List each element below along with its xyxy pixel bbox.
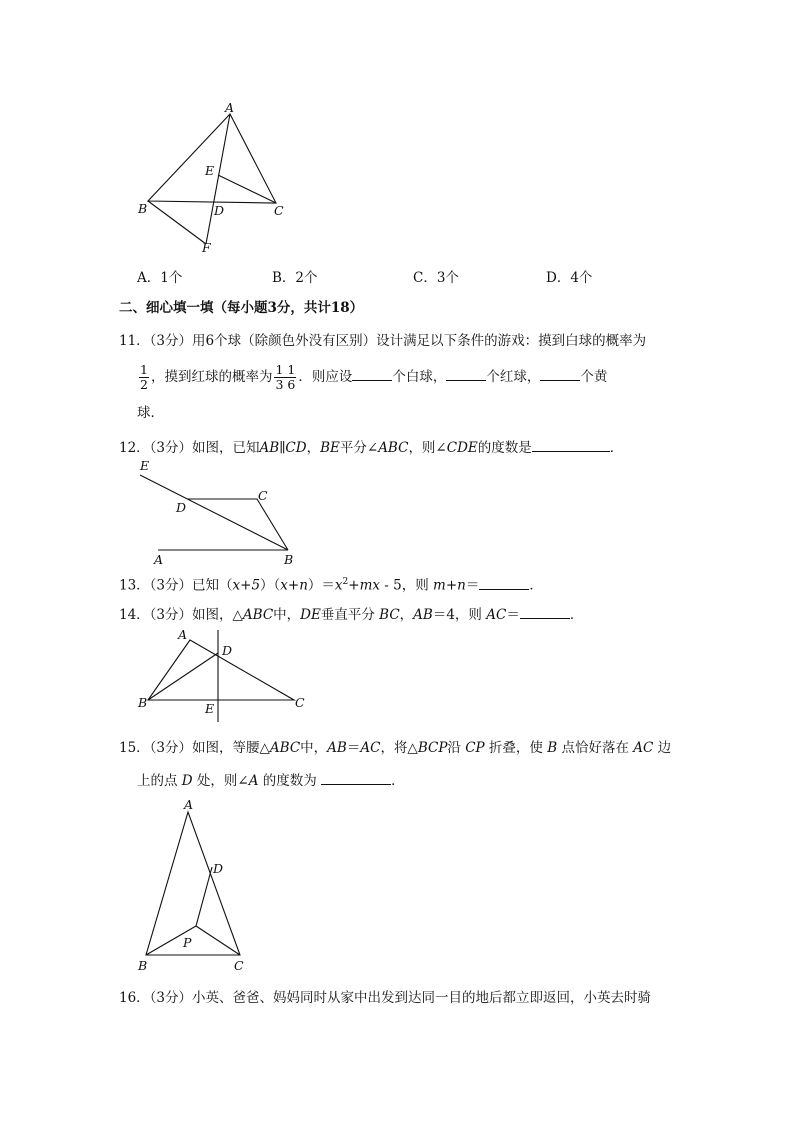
q15-line2: 上的点 D 处，则∠A 的度数为 ．: [137, 770, 405, 791]
label-a: A: [225, 100, 235, 115]
label-b: B: [138, 958, 148, 973]
line-ec: [218, 175, 276, 203]
q11-text-3: ．则应设: [298, 369, 353, 385]
q11-blank-white[interactable]: [352, 366, 392, 381]
q14-answer-blank[interactable]: [520, 604, 570, 619]
label-d: D: [222, 643, 233, 658]
q11-text-1: 用6个球（除颜色外没有区别）设计满足以下条件的游戏：摸到白球的概率为: [192, 333, 647, 349]
option-b: B．2个: [272, 270, 318, 286]
figure-triangle-abc-ef: [130, 100, 300, 260]
line-pc: [196, 926, 240, 955]
q11-blank-yellow[interactable]: [540, 366, 580, 381]
option-d: D．4个: [546, 270, 593, 286]
label-c: C: [258, 488, 268, 503]
q11-text-5: 个红球，: [486, 369, 541, 385]
label-a: A: [178, 627, 188, 642]
option-a: A．1个: [137, 270, 183, 286]
label-a: A: [154, 552, 164, 567]
figure-q15: [130, 795, 260, 975]
label-c: C: [274, 203, 284, 218]
q16-line: 16．（3分）小英、爸爸、妈妈同时从家中出发到达同一目的地后都立即返回，小英去时骑: [119, 990, 652, 1006]
label-d: D: [176, 500, 187, 515]
q11-fraction-white: $\frac{1}{2}$: [140, 362, 148, 392]
section-heading: 二、细心填一填（每小题3分，共计18）: [119, 300, 364, 316]
triangle-abc: [146, 812, 240, 955]
q11-text-6: 个黄: [580, 369, 608, 385]
label-c: C: [295, 695, 305, 710]
label-c: C: [234, 958, 244, 973]
line-bpd: [146, 867, 212, 955]
q12-answer-blank[interactable]: [532, 437, 610, 452]
triangle-abc: [148, 114, 276, 203]
q11-line1: [119, 331, 646, 351]
line-bd: [148, 653, 218, 700]
label-b: B: [138, 201, 148, 216]
label-b: B: [138, 695, 148, 710]
q11-number: 11．（3分）: [119, 333, 193, 349]
label-e: E: [205, 701, 215, 716]
q11-fraction-red: $\frac{1 1}{3 6}$: [275, 362, 296, 392]
figure-q14: [130, 625, 320, 725]
option-c: C．3个: [413, 270, 459, 286]
triangle-abc: [148, 640, 294, 700]
q11-line2: [137, 360, 607, 394]
q13-answer-blank[interactable]: [479, 575, 529, 590]
label-d: D: [214, 203, 225, 218]
q15-line1: 15．（3分）如图，等腰△ABC中，AB＝AC，将△BCP沿 CP 折叠，使 B 点恰好落在 AC 边: [119, 740, 672, 756]
q11-line3: 球．: [137, 405, 164, 421]
q11-text-2: ，摸到红球的概率为: [150, 369, 273, 385]
figure-q12: [130, 455, 310, 570]
q11-blank-red[interactable]: [446, 366, 486, 381]
q13-line: 13．（3分）已知$(x+5)(x+n)=x^2+mx - 5$，则 m+n＝ ．: [119, 572, 543, 596]
q11-text-4: 个白球，: [392, 369, 447, 385]
label-e: E: [140, 458, 150, 473]
label-e: E: [205, 163, 215, 178]
label-d: D: [213, 861, 224, 876]
label-b: B: [284, 552, 294, 567]
q14-line: 14．（3分）如图，△ABC中，DE垂直平分 BC，AB＝4，则 AC＝ ．: [119, 604, 583, 625]
line-bf: [148, 201, 206, 244]
q12-line: 12．（3分）如图，已知AB∥CD，BE平分∠ABC，则∠CDE的度数是 ．: [119, 437, 623, 458]
label-f: F: [202, 240, 211, 255]
q15-answer-blank[interactable]: [321, 770, 391, 785]
label-p: P: [183, 935, 192, 950]
label-a: A: [184, 797, 194, 812]
